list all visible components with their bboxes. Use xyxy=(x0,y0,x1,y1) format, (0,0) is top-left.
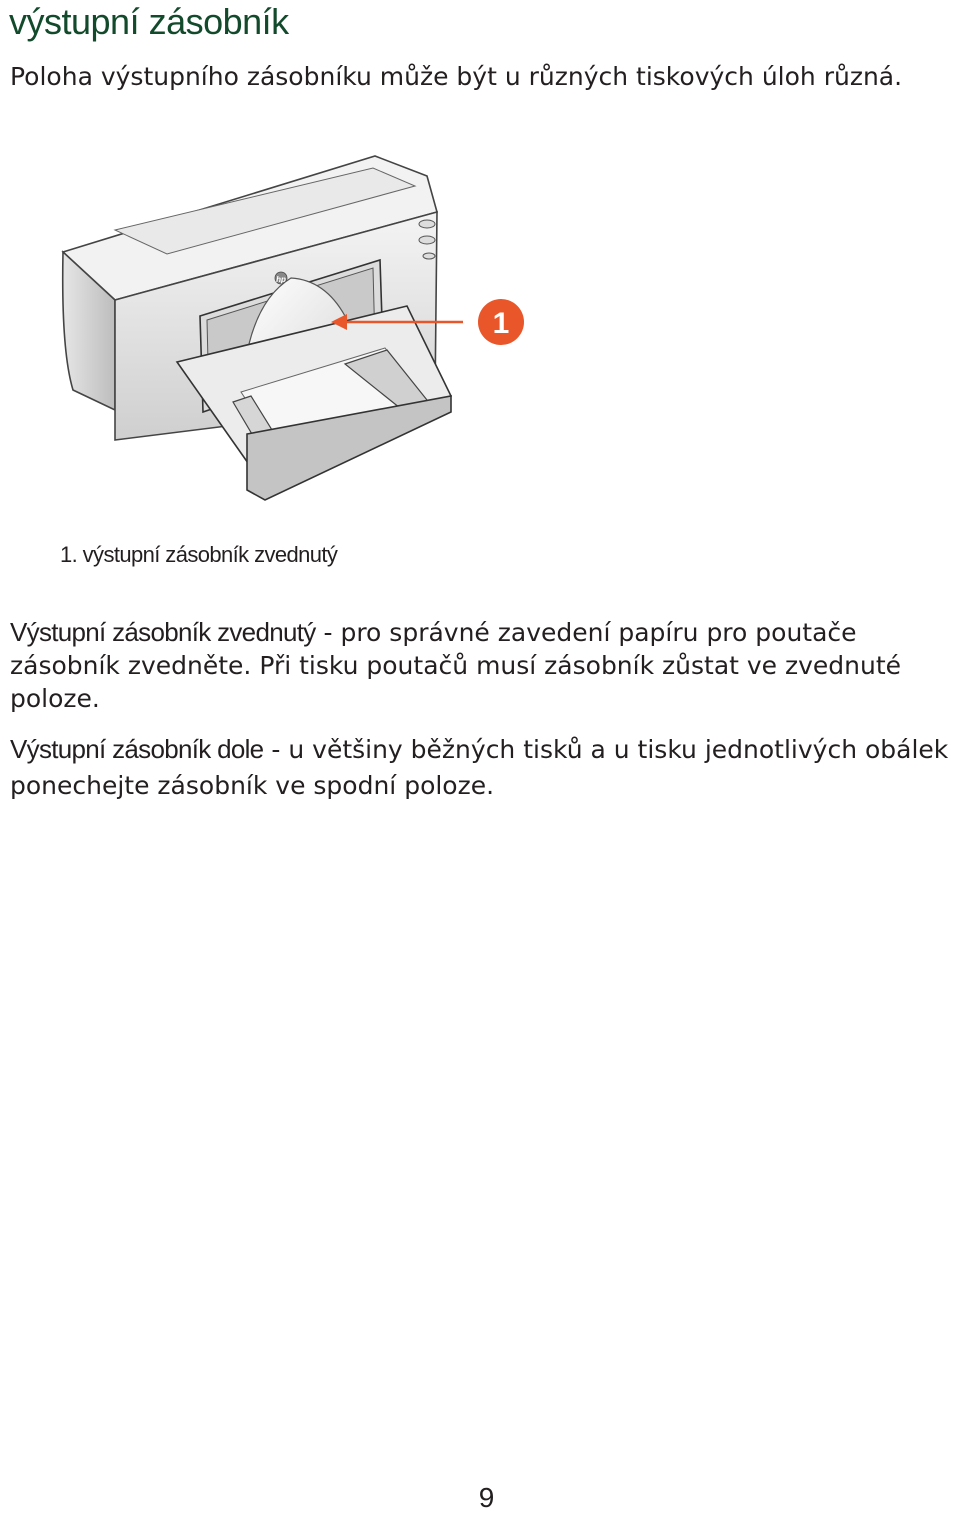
section-term: Výstupní zásobník zvednutý xyxy=(10,617,316,647)
section-description: - pro správné zavedení papíru pro poutače zásobník zvedněte. Při tisku poutačů musí zásobník zůstat ve zvednuté poloze. xyxy=(10,618,902,713)
section-description: - u většiny běžných tisků a u tisku jednotlivých obálek ponechejte zásobník ve spodní poloze. xyxy=(10,735,949,800)
section-term: Výstupní zásobník dole xyxy=(10,734,264,764)
figure-caption: 1. výstupní zásobník zvednutý xyxy=(60,542,338,567)
section-tray-lowered xyxy=(10,731,958,804)
callout-number: 1 xyxy=(492,307,510,340)
page-title: výstupní zásobník xyxy=(9,1,289,42)
hp-logo-text: hp xyxy=(276,275,286,284)
printer-drawing xyxy=(55,150,535,510)
page-number: 9 xyxy=(478,1482,495,1513)
section-tray-raised xyxy=(10,616,958,715)
intro-text: Poloha výstupního zásobníku může být u různých tiskových úloh různá. xyxy=(10,62,903,91)
printer-illustration xyxy=(55,150,535,510)
